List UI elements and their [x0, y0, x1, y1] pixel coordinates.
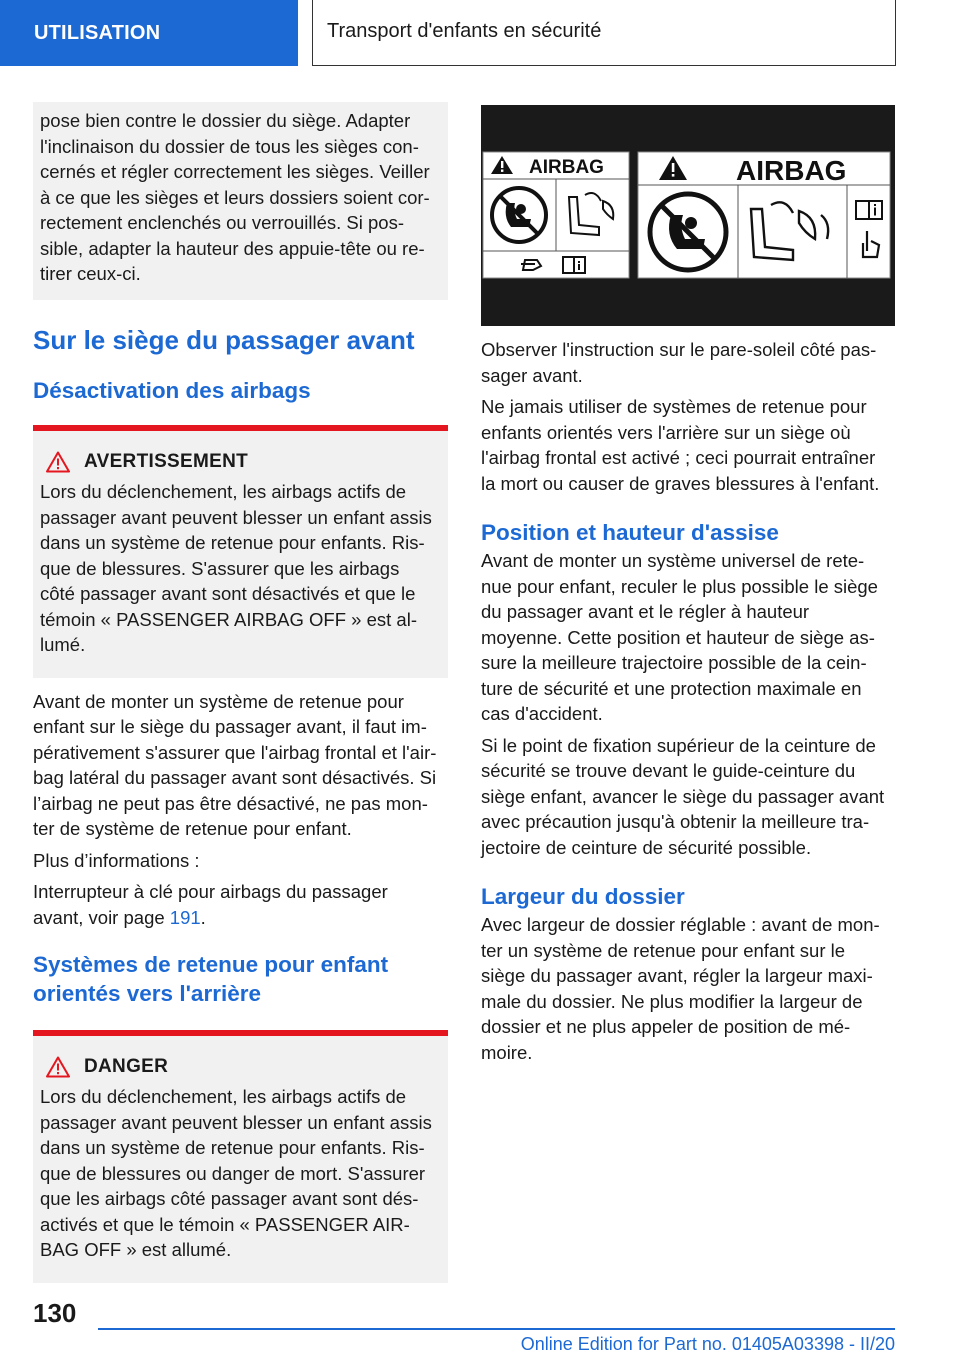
never-line: la mort ou causer de graves blessures à l'enfant. [481, 472, 880, 494]
width-line: ter un système de retenue pour enfant sur le [481, 939, 846, 961]
warning-box [33, 425, 448, 678]
warning-line: côté passager avant sont désactivés et que le [40, 583, 416, 604]
width-line: dossier et ne plus appeler de position de mé‐ [481, 1016, 851, 1037]
observe-paragraph [481, 337, 895, 388]
right-column [481, 105, 895, 1065]
intro-line: rectement enclenchés ou verrouillés. Si pos‐ [40, 212, 405, 233]
position-line: sure la meilleure trajectoire possible de la cein‐ [481, 652, 867, 673]
danger-box [33, 1030, 448, 1283]
fixation-line: jectoire de ceinture de sécurité possible. [481, 836, 812, 858]
fixation-line: siège enfant, avancer le siège du passager avant [481, 785, 885, 807]
width-line: Avec largeur de dossier réglable : avant de mon‐ [481, 914, 880, 935]
fixation-line: sécurité se trouve devant le guide-ceinture du [481, 760, 856, 781]
warning-line: témoin « PASSENGER AIRBAG OFF » est al‐ [40, 608, 417, 630]
body-line: enfant sur le siège du passager avant, il faut im‐ [33, 716, 427, 737]
footer-divider [98, 1328, 895, 1330]
reference-suffix: . [200, 906, 206, 928]
fixation-paragraph [481, 733, 895, 861]
body-line: bag latéral du passager avant sont désactivés. Si [33, 767, 437, 788]
warning-line: lumé. [40, 634, 86, 655]
edition-footer: Online Edition for Part no. 01405A03398 - II/20 [520, 1334, 895, 1354]
page-number: 130 [33, 1298, 77, 1328]
body-line: ter de système de retenue pour enfant. [33, 818, 352, 839]
airbag-sticker-graphic [481, 105, 895, 326]
warning-line: passager avant peuvent blesser un enfant assis [40, 506, 432, 528]
danger-icon [46, 1056, 70, 1078]
danger-line: activés et que le témoin « PASSENGER AIR‐ [40, 1213, 410, 1235]
observe-line: sager avant. [481, 364, 583, 386]
warning-line: dans un système de retenue pour enfants. Ris‐ [40, 532, 425, 553]
width-line: male du dossier. Ne plus modifier la largeur de [481, 990, 863, 1012]
section-tab: UTILISATION [0, 0, 298, 66]
heading-rear-facing [33, 950, 448, 1008]
body-paragraph [33, 689, 448, 842]
airbag-label-illustration [481, 105, 895, 326]
heading-passenger-seat: Sur le siège du passager avant [33, 325, 415, 355]
intro-line: pose bien contre le dossier du siège. Adapter [40, 110, 411, 131]
danger-line: passager avant peuvent blesser un enfant assis [40, 1111, 432, 1133]
more-info: Plus d’informations : [33, 849, 200, 871]
danger-line: dans un système de retenue pour enfants. Ris‐ [40, 1137, 425, 1158]
body-line: l’airbag ne peut pas être désactivé, ne pas mon‐ [33, 792, 428, 814]
never-line: Ne jamais utiliser de systèmes de retenue pour [481, 396, 867, 417]
width-line: siège du passager avant, régler la largeur maxi‐ [481, 965, 873, 986]
left-column [33, 102, 448, 1283]
intro-box [33, 102, 448, 300]
warning-line: Lors du déclenchement, les airbags actifs de [40, 481, 407, 502]
intro-line: sible, adapter la hauteur des appuie-tête ou re‐ [40, 237, 425, 259]
reference-line: Interrupteur à clé pour airbags du passager [33, 881, 388, 902]
reference-line [33, 905, 448, 931]
warning-label: AVERTISSEMENT [84, 451, 249, 472]
fixation-line: avec précaution jusqu'à obtenir la meilleure tra‐ [481, 811, 870, 832]
heading-rear-line: Systèmes de retenue pour enfant [33, 952, 389, 977]
chapter-title: Transport d'enfants en sécurité [312, 0, 896, 66]
body-line: Avant de monter un système de retenue pour [33, 690, 404, 712]
position-line: nue pour enfant, reculer le plus possible le siège [481, 575, 878, 597]
warning-line: que de blessures. S'assurer que les airbags [40, 557, 400, 579]
position-line: Avant de monter un système universel de rete‐ [481, 550, 865, 571]
position-line: ture de sécurité et une protection maximale en [481, 677, 862, 699]
airbag-text-small: AIRBAG [529, 157, 604, 178]
danger-line: que de blessures ou danger de mort. S'assurer [40, 1162, 426, 1184]
never-paragraph [481, 394, 895, 496]
airbag-sticker-large [638, 152, 890, 278]
width-paragraph [481, 912, 895, 1065]
position-paragraph [481, 548, 895, 727]
page-link[interactable]: 191 [169, 906, 201, 928]
airbag-sticker-small [483, 152, 629, 278]
intro-line: l'inclinaison du dossier de tous les sièges con‐ [40, 135, 419, 157]
position-line: du passager avant et le régler à hauteur [481, 601, 810, 622]
never-line: l'airbag frontal est activé ; ceci pourrait entraîner [481, 447, 876, 468]
intro-line: à ce que les sièges et leurs dossiers soient cor‐ [40, 186, 430, 208]
reference-prefix: avant, voir page [33, 906, 170, 928]
danger-label: DANGER [84, 1056, 169, 1077]
danger-line: BAG OFF » est allumé. [40, 1239, 232, 1260]
width-line: moire. [481, 1041, 533, 1063]
danger-line: Lors du déclenchement, les airbags actifs de [40, 1086, 407, 1107]
position-line: moyenne. Cette position et hauteur de siège as‐ [481, 626, 875, 648]
body-line: pérativement s'assurer que l'airbag frontal et l'air‐ [33, 741, 437, 763]
never-line: enfants orientés vers l'arrière sur un siège où [481, 421, 851, 443]
fixation-line: Si le point de fixation supérieur de la ceinture de [481, 734, 876, 756]
airbag-text-large: AIRBAG [736, 155, 847, 186]
heading-rear-line: orientés vers l'arrière [33, 981, 261, 1006]
observe-line: Observer l'instruction sur le pare-soleil côté pas‐ [481, 339, 877, 360]
intro-line: cernés et régler correctement les sièges. Veiller [40, 161, 430, 182]
heading-airbag-deactivation: Désactivation des airbags [33, 378, 311, 403]
intro-line: tirer ceux-ci. [40, 263, 141, 284]
warning-icon [46, 451, 70, 473]
heading-seat-position: Position et hauteur d'assise [481, 520, 779, 545]
danger-line: que les airbags côté passager avant sont dés‐ [40, 1188, 419, 1209]
position-line: cas d'accident. [481, 703, 603, 724]
heading-backrest-width: Largeur du dossier [481, 884, 685, 909]
